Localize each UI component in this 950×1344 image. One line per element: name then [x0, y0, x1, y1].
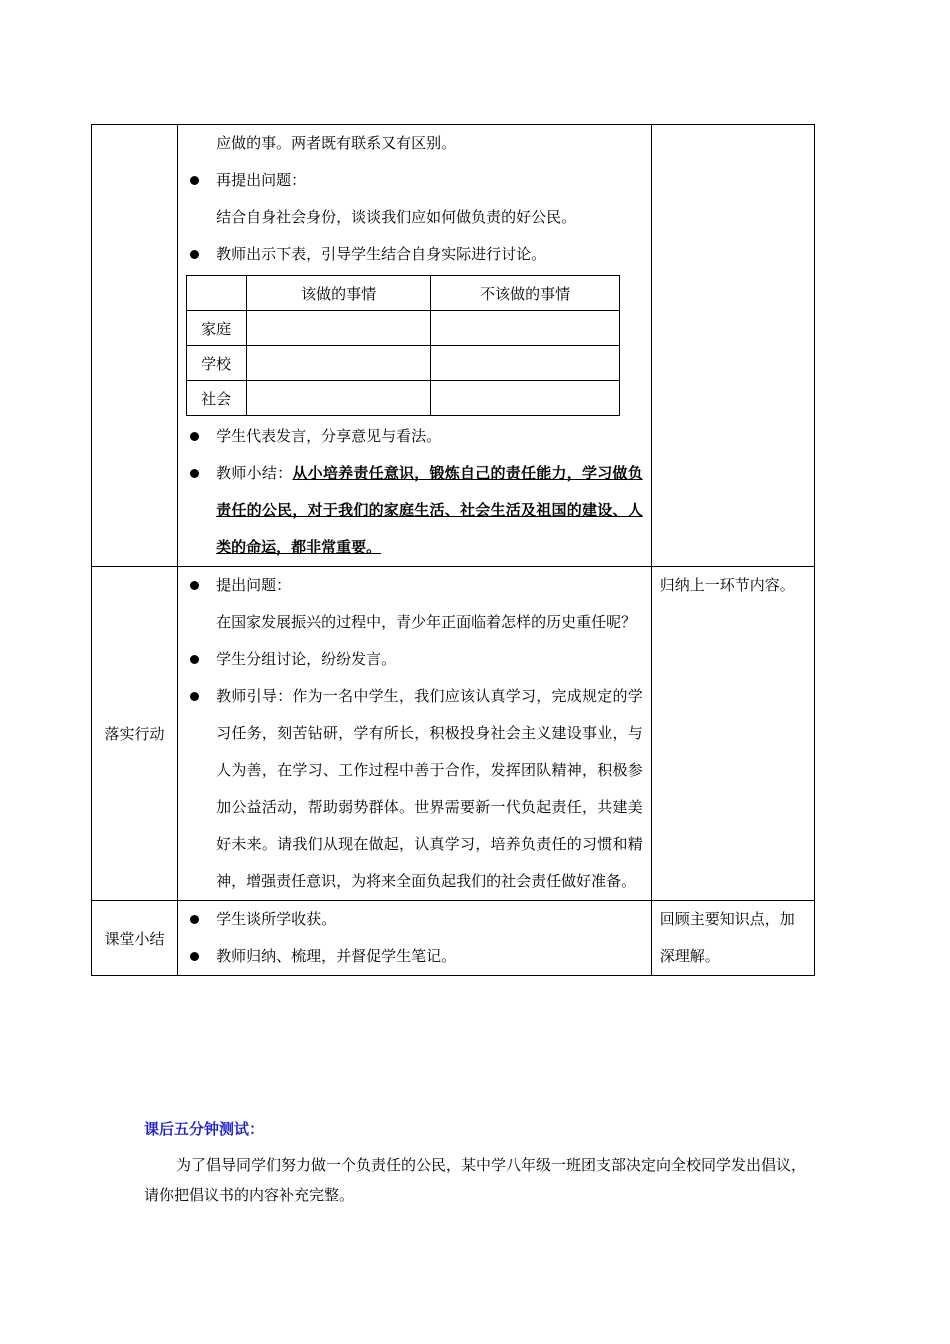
list-item: 学生代表发言，分享意见与看法。 [186, 418, 643, 455]
note-cell [651, 901, 814, 976]
row-label-family: 家庭 [187, 311, 247, 346]
blank-cell [431, 381, 620, 416]
blank-cell [431, 311, 620, 346]
table-row-discussion [92, 125, 815, 567]
row-label: 落实行动 [92, 567, 178, 901]
row-label-school: 学校 [187, 346, 247, 381]
bullet-icon [186, 567, 216, 604]
note-text: 回顾主要知识点，加深理解。 [659, 910, 795, 965]
bullet-icon [186, 162, 216, 199]
table-row-summary [92, 901, 815, 976]
list-item: 教师引导：作为一名中学生，我们应该认真学习，完成规定的学习任务，刻苦钻研，学有所长，积极投身社会主义建设事业，与人为善，在学习、工作过程中善于合作，发挥团队精神，积极参加公益活动，帮助弱势群体。世界需要新一代负起责任，共建美好未来。请我们从现在做起，认真学习，培养负责任的习惯和精神，增强责任意识，为将来全面负起我们的社会责任做好准备。 [186, 678, 643, 900]
blank-cell [431, 346, 620, 381]
discussion-table [186, 275, 620, 416]
list-item: 再提出问题： [186, 162, 643, 199]
header-should-not-do: 不该做的事情 [431, 276, 620, 311]
blank-cell [247, 381, 431, 416]
row-label: 课堂小结 [92, 901, 178, 976]
discussion-row [187, 381, 620, 416]
teacher-summary: 教师小结：从小培养责任意识，锻炼自己的责任能力，学习做负责任的公民，对于我们的家庭生活、社会生活及祖国的建设、人类的命运，都非常重要。 [216, 464, 643, 556]
bullet-icon [186, 641, 216, 678]
bullet-icon [186, 418, 216, 455]
content-cell [178, 901, 652, 976]
discussion-row [187, 346, 620, 381]
lesson-plan-table [91, 124, 815, 976]
list-item [186, 455, 643, 566]
continued-text: 应做的事。两者既有联系又有区别。 [216, 134, 457, 152]
section-body: 为了倡导同学们努力做一个负责任的公民，某中学八年级一班团支部决定向全校同学发出倡议，请你把倡议书的内容补充完整。 [144, 1156, 807, 1204]
note-cell [651, 567, 814, 901]
follow-text: 结合自身社会身份，谈谈我们应如何做负责的好公民。 [216, 208, 577, 226]
list-item: 学生分组讨论，纷纷发言。 [186, 641, 643, 678]
label-cell-empty [92, 125, 178, 567]
note-cell-empty [651, 125, 814, 567]
blank-cell [247, 346, 431, 381]
content-cell [178, 567, 652, 901]
bullet-icon [186, 938, 216, 975]
discussion-row [187, 311, 620, 346]
bullet-icon [186, 901, 216, 938]
summary-emphasis: 从小培养责任意识，锻炼自己的责任能力，学习做负责任的公民，对于我们的家庭生活、社会生活及祖国的建设、人类的命运，都非常重要。 [216, 464, 643, 556]
list-item: 学生谈所学收获。 [186, 901, 643, 938]
header-should-do: 该做的事情 [247, 276, 431, 311]
list-item: 教师出示下表，引导学生结合自身实际进行讨论。 [186, 236, 643, 273]
bullet-icon [186, 236, 216, 273]
row-label-society: 社会 [187, 381, 247, 416]
question-text: 在国家发展振兴的过程中，青少年正面临着怎样的历史重任呢？ [216, 613, 637, 631]
discussion-header-row [187, 276, 620, 311]
bullet-icon [186, 455, 216, 566]
blank-cell [247, 311, 431, 346]
table-row-action [92, 567, 815, 901]
list-item: 教师归纳、梳理，并督促学生笔记。 [186, 938, 643, 975]
list-item: 提出问题： [186, 567, 643, 604]
section-heading: 课后五分钟测试： [144, 1120, 265, 1138]
bullet-icon [186, 678, 216, 900]
note-text: 归纳上一环节内容。 [659, 576, 795, 594]
header-corner [187, 276, 247, 311]
content-cell [178, 125, 652, 567]
